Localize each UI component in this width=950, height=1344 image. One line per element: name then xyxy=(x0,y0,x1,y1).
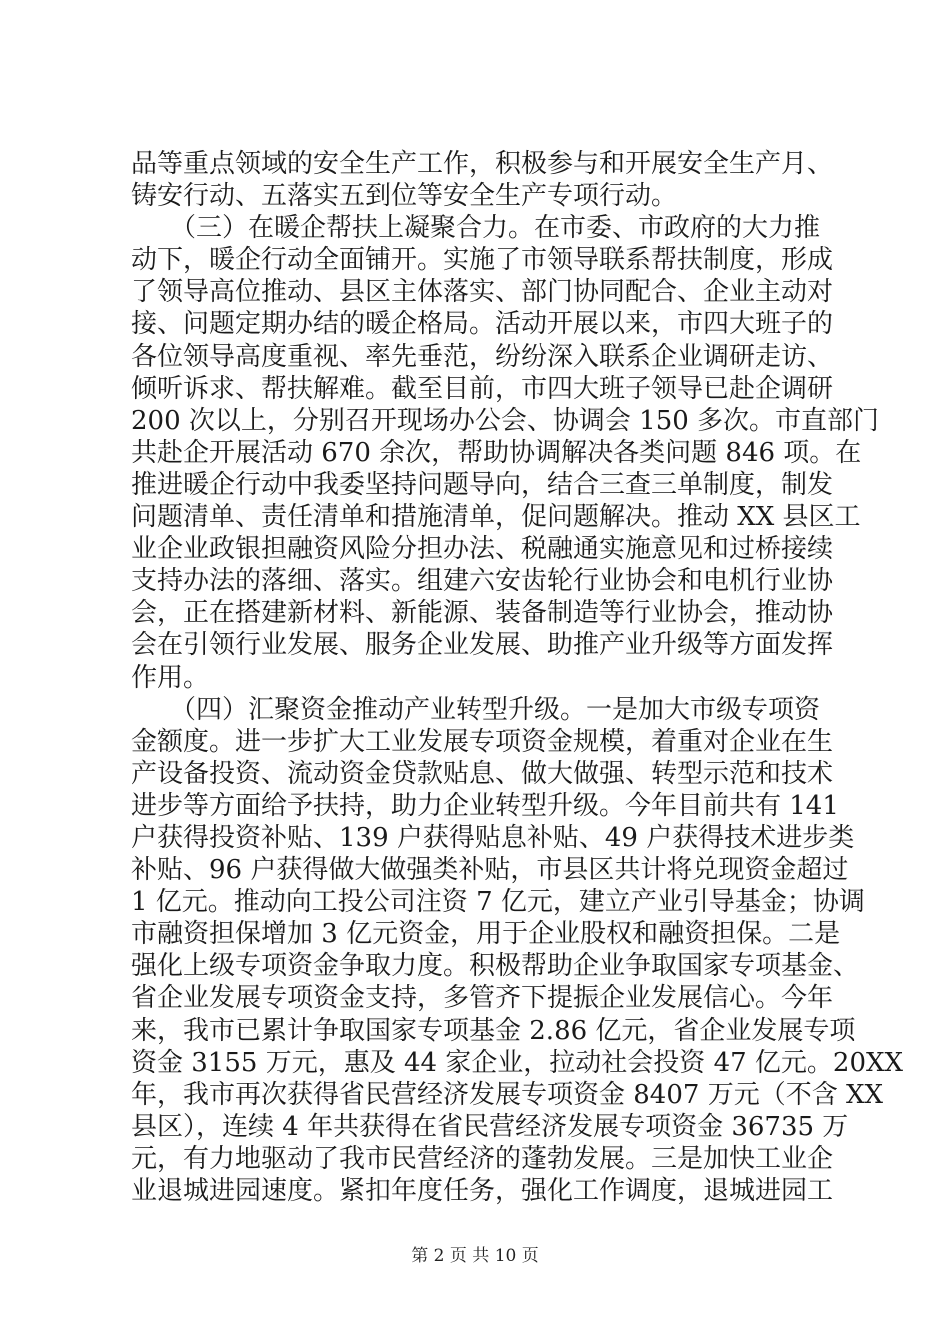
text-line: 进步等方面给予扶持，助力企业转型升级。今年目前共有 141 xyxy=(131,790,839,821)
text-line: 支持办法的落细、落实。组建六安齿轮行业协会和电机行业协 xyxy=(131,566,834,597)
text-line: 品等重点领域的安全生产工作，积极参与和开展安全生产月、 xyxy=(131,149,834,179)
text-line: 户获得投资补贴、139 户获得贴息补贴、49 户获得技术进步类 xyxy=(131,822,855,853)
text-line: 了领导高位推动、县区主体落实、部门协同配合、企业主动对 xyxy=(131,277,834,308)
page-number-label: 第 2 页 共 10 页 xyxy=(411,1246,539,1266)
text-line: 问题清单、责任清单和措施清单，促问题解决。推动 XX 县区工 xyxy=(131,502,861,533)
text-line: 共赴企开展活动 670 余次，帮助协调解决各类问题 846 项。在 xyxy=(131,437,862,468)
text-line: 强化上级专项资金争取力度。积极帮助企业争取国家专项基金、 xyxy=(131,951,860,982)
text-line: 省企业发展专项资金支持，多管齐下提振企业发展信心。今年 xyxy=(131,983,834,1014)
text-line: 金额度。进一步扩大工业发展专项资金规模，着重对企业在生 xyxy=(131,726,834,757)
text-line: 会，正在搭建新材料、新能源、装备制造等行业协会，推动协 xyxy=(131,598,834,629)
text-line: 1 亿元。推动向工投公司注资 7 亿元，建立产业引导基金；协调 xyxy=(131,887,865,918)
text-line: 倾听诉求、帮扶解难。截至目前，市四大班子领导已赴企调研 xyxy=(131,373,834,404)
text-line: 县区），连续 4 年共获得在省民营经济发展专项资金 36735 万 xyxy=(131,1111,849,1142)
text-line: 作用。 xyxy=(131,662,210,693)
text-line: 年，我市再次获得省民营经济发展专项资金 8407 万元（不含 XX xyxy=(131,1079,883,1110)
text-line: 200 次以上，分别召开现场办公会、协调会 150 多次。市直部门 xyxy=(131,405,880,436)
text-line: 市融资担保增加 3 亿元资金，用于企业股权和融资担保。二是 xyxy=(131,919,841,950)
text-line: 各位领导高度重视、率先垂范，纷纷深入联系企业调研走访、 xyxy=(131,341,834,372)
text-line: 会在引领行业发展、服务企业发展、助推产业升级等方面发挥 xyxy=(131,630,834,661)
text-line: （三）在暖企帮扶上凝聚合力。在市委、市政府的大力推 xyxy=(131,213,821,244)
text-line: 动下，暖企行动全面铺开。实施了市领导联系帮扶制度，形成 xyxy=(131,245,834,276)
text-line: 铸安行动、五落实五到位等安全生产专项行动。 xyxy=(131,181,678,212)
text-line: 资金 3155 万元，惠及 44 家企业，拉动社会投资 47 亿元。20XX xyxy=(131,1047,904,1078)
text-line: 产设备投资、流动资金贷款贴息、做大做强、转型示范和技术 xyxy=(131,758,834,789)
text-line: 业企业政银担融资风险分担办法、税融通实施意见和过桥接续 xyxy=(131,534,834,565)
text-line: 来，我市已累计争取国家专项基金 2.86 亿元，省企业发展专项 xyxy=(131,1015,856,1046)
text-line: 接、问题定期办结的暖企格局。活动开展以来，市四大班子的 xyxy=(131,309,834,340)
text-line: 补贴、96 户获得做大做强类补贴，市县区共计将兑现资金超过 xyxy=(131,855,849,886)
text-line: （四）汇聚资金推动产业转型升级。一是加大市级专项资 xyxy=(131,694,821,725)
body-text xyxy=(131,148,904,1207)
text-line: 业退城进园速度。紧扣年度任务，强化工作调度，退城进园工 xyxy=(131,1176,834,1206)
text-line: 推进暖企行动中我委坚持问题导向，结合三查三单制度，制发 xyxy=(131,469,834,500)
page-footer xyxy=(0,1246,950,1266)
text-line: 元，有力地驱动了我市民营经济的蓬勃发展。三是加快工业企 xyxy=(131,1143,834,1174)
